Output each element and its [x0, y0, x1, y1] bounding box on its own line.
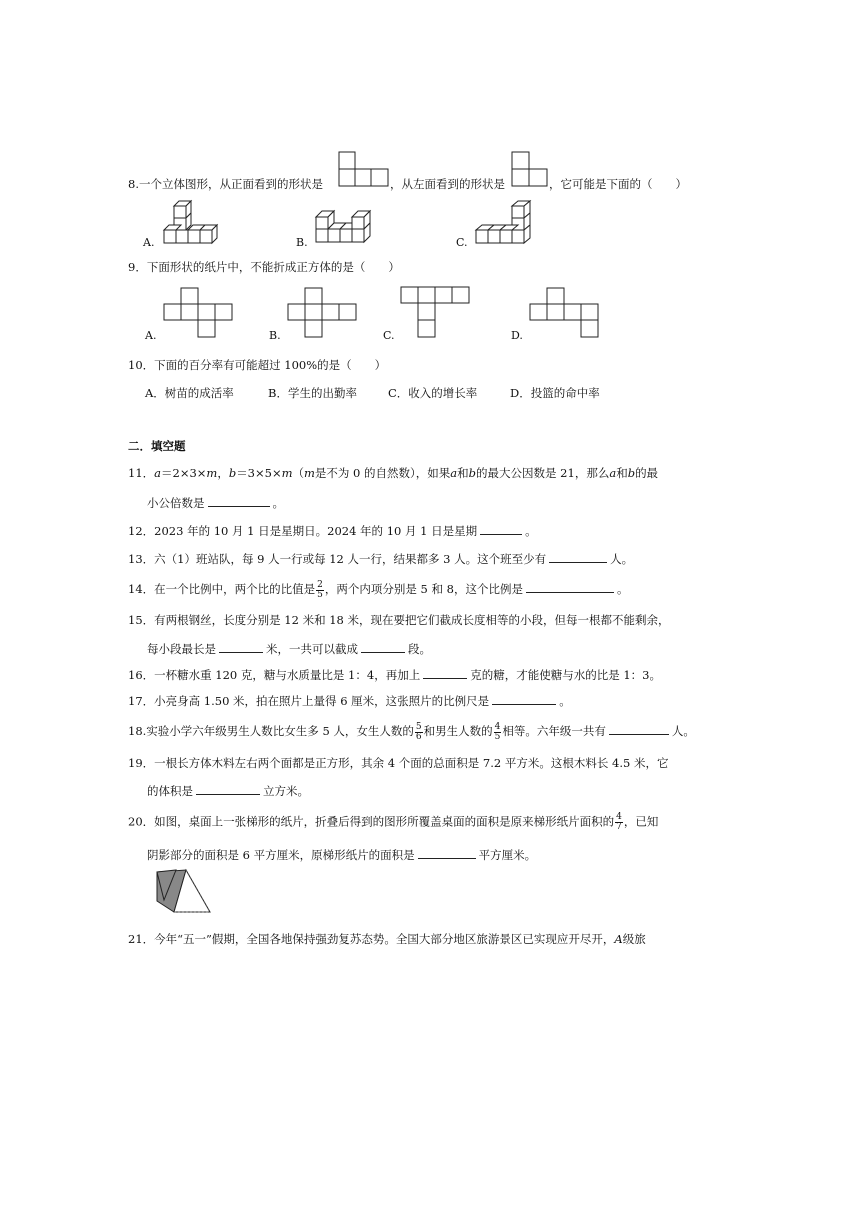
q19-answer-blank[interactable] — [196, 782, 260, 795]
q9-option-b-label: B. — [269, 329, 281, 342]
q13-text: 13．六（1）班站队，每 9 人一行或每 12 人一行，结果都多 3 人。这个班至少有 人。 — [128, 552, 634, 566]
q19-line1: 19．一根长方体木料左右两个面都是正方形，其余 4 个面的总面积是 7.2 平方米。这根木料长 4.5 米，它 — [128, 756, 669, 770]
q14-answer-blank[interactable] — [526, 580, 614, 593]
q17-answer-blank[interactable] — [492, 692, 556, 705]
q8-text-b: ，从左面看到的形状是 — [390, 177, 505, 191]
q12-answer-blank[interactable] — [480, 522, 522, 535]
q10-option-a: A．树苗的成活率 — [145, 386, 234, 400]
q8-option-b-cubes — [316, 207, 382, 247]
q8-text-c: ，它可能是下面的（ ） — [549, 177, 687, 191]
q17-text: 17．小亮身高 1.50 米，拍在照片上量得 6 厘米，这张照片的比例尺是 。 — [128, 694, 571, 708]
q8-option-c-label: C. — [456, 236, 468, 249]
q9-option-c-net — [401, 286, 471, 340]
q8-option-c-cubes — [476, 201, 542, 247]
q9-option-a-net — [164, 287, 234, 341]
q14-text: 14．在一个比例中，两个比的比值是 $\frac{2}{5}$ ，两个内项分别是 5 和 8，这个比例是 。 — [128, 579, 629, 600]
q11-line1: 11．a＝2×3×m，b＝3×5×m（m是不为 0 的自然数），如果a和b的最大公因数是 21，那么a和b的最 — [128, 466, 659, 480]
q15-answer-blank-2[interactable] — [361, 640, 405, 653]
q20-folded-trapezoid-figure — [146, 866, 216, 916]
q15-line2: 每小段最长是 米，一共可以截成 段。 — [147, 642, 431, 656]
q8-option-a-label: A. — [143, 236, 155, 249]
q16-answer-blank[interactable] — [423, 666, 467, 679]
q19-line2: 的体积是 立方米。 — [147, 784, 309, 798]
q8-option-b-label: B. — [296, 236, 308, 249]
q8-option-a-cubes — [164, 201, 224, 247]
q20-line2: 阴影部分的面积是 6 平方厘米，原梯形纸片的面积是 平方厘米。 — [147, 848, 537, 862]
q10-option-b: B．学生的出勤率 — [268, 386, 357, 400]
q8-front-view-figure — [338, 151, 390, 187]
q14-fraction: $\frac{2}{5}$ — [317, 579, 323, 600]
q18-text: 18.实验小学六年级男生人数比女生多 5 人，女生人数的 $\frac{5}{6}$ 和男生人数的 $\frac{4}{5}$ 相等。六年级一共有 人。 — [128, 721, 695, 742]
q15-answer-blank-1[interactable] — [219, 640, 263, 653]
q20-fraction: $\frac{4}{7}$ — [616, 812, 622, 832]
q11-answer-blank[interactable] — [208, 494, 270, 507]
q13-answer-blank[interactable] — [549, 550, 607, 563]
q8-left-view-figure — [511, 151, 549, 187]
q10-option-c: C．收入的增长率 — [388, 386, 478, 400]
q9-option-d-net — [530, 287, 600, 341]
q16-text: 16．一杯糖水重 120 克，糖与水质量比是 1：4，再加上 克的糖，才能使糖与水的比是 1：3。 — [128, 668, 661, 682]
q20-line1: 20．如图，桌面上一张梯形的纸片，折叠后得到的图形所覆盖桌面的面积是原来梯形纸片面积的 $\frac{4}{7}$ ，已知 — [128, 812, 659, 832]
q18-fraction-2: $\frac{4}{5}$ — [494, 721, 501, 742]
q9-option-b-net — [288, 287, 358, 341]
q15-line1: 15．有两根钢丝，长度分别是 12 米和 18 米，现在要把它们截成长度相等的小段，但每一根都不能剩余， — [128, 613, 670, 627]
q11-line2: 小公倍数是 。 — [147, 496, 284, 510]
q9-option-a-label: A. — [145, 329, 157, 342]
q10-option-d: D．投篮的命中率 — [510, 386, 600, 400]
q8-text: 8.一个立体图形，从正面看到的形状是 — [128, 177, 323, 191]
q9-option-d-label: D. — [511, 329, 523, 342]
q12-text: 12．2023 年的 10 月 1 日是星期日。2024 年的 10 月 1 日是星期 。 — [128, 524, 537, 538]
q20-answer-blank[interactable] — [418, 846, 476, 859]
q10-text: 10．下面的百分率有可能超过 100%的是（ ） — [128, 358, 387, 372]
q18-fraction-1: $\frac{5}{6}$ — [415, 721, 422, 742]
q9-option-c-label: C. — [383, 329, 395, 342]
q21-text: 21．今年“五一”假期，全国各地保持强劲复苏态势。全国大部分地区旅游景区已实现应开尽开，A级旅 — [128, 932, 646, 946]
q9-text: 9．下面形状的纸片中，不能折成正方体的是（ ） — [128, 260, 400, 274]
q18-answer-blank[interactable] — [609, 722, 669, 735]
section-title-fill-blank: 二．填空题 — [128, 439, 186, 453]
